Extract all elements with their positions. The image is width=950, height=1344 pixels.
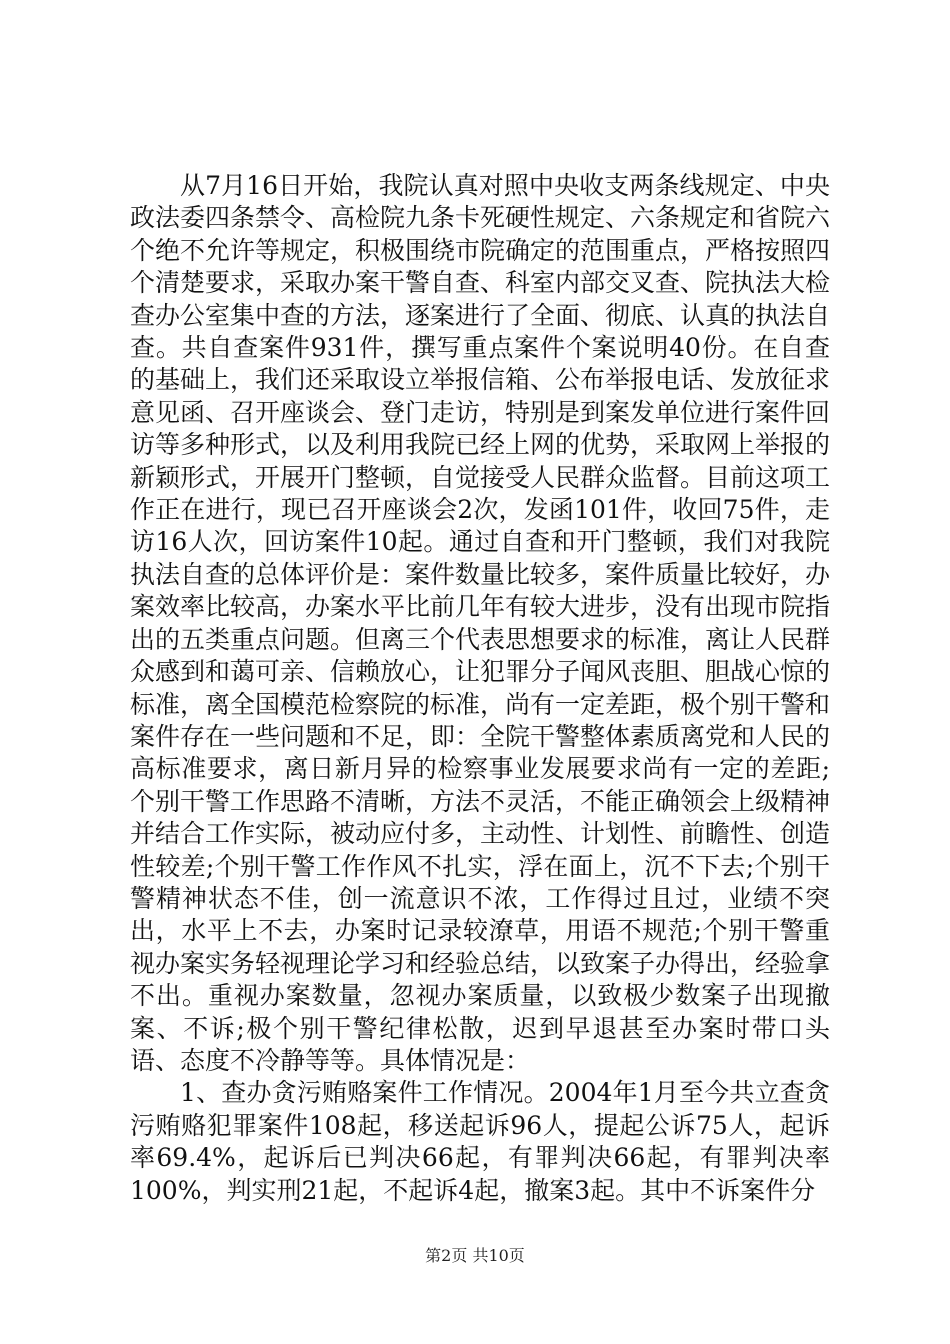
document-body [130,170,830,1207]
paragraph-self-inspection: 从7月16日开始，我院认真对照中央收支两条线规定、中央政法委四条禁令、高检院九条卡死硬性规定、六条规定和省院六个绝不允许等规定，积极围绕市院确定的范围重点，严格按照四个清楚要求，采取办案干警自查、科室内部交叉查、院执法大检查办公室集中查的方法，逐案进行了全面、彻底、认真的执法自查。共自查案件931件，撰写重点案件个案说明40份。在自查的基础上，我们还采取设立举报信箱、公布举报电话、发放征求意见函、召开座谈会、登门走访，特别是到案发单位进行案件回访等多种形式，以及利用我院已经上网的优势，采取网上举报的新颖形式，开展开门整顿，自觉接受人民群众监督。目前这项工作正在进行，现已召开座谈会2次，发函101件，收回75件，走访16人次，回访案件10起。通过自查和开门整顿，我们对我院执法自查的总体评价是：案件数量比较多，案件质量比较好，办案效率比较高，办案水平比前几年有较大进步，没有出现市院指出的五类重点问题。但离三个代表思想要求的标准，离让人民群众感到和蔼可亲、信赖放心，让犯罪分子闻风丧胆、胆战心惊的标准，离全国模范检察院的标准，尚有一定差距，极个别干警和案件存在一些问题和不足，即：全院干警整体素质离党和人民的高标准要求，离日新月异的检察事业发展要求尚有一定的差距;个别干警工作思路不清晰，方法不灵活，不能正确领会上级精神并结合工作实际，被动应付多，主动性、计划性、前瞻性、创造性较差;个别干警工作作风不扎实，浮在面上，沉不下去;个别干警精神状态不佳，创一流意识不浓，工作得过且过，业绩不突出，水平上不去，办案时记录较潦草，用语不规范;个别干警重视办案实务轻视理论学习和经验总结，以致案子办得出，经验拿不出。重视办案数量，忽视办案质量，以致极少数案子出现撤案、不诉;极个别干警纪律松散，迟到早退甚至办案时带口头语、态度不冷静等等。具体情况是： [130,171,831,1075]
page-footer: 第2页 共10页 [425,1246,525,1265]
paragraph-corruption-cases: 1、查办贪污贿赂案件工作情况。2004年1月至今共立查贪污贿赂犯罪案件108起，移送起诉96人，提起公诉75人，起诉率69.4%，起诉后已判决66起，有罪判决66起，有罪判决率100%，判实刑21起，不起诉4起，撤案3起。其中不诉案件分 [130,1078,830,1205]
